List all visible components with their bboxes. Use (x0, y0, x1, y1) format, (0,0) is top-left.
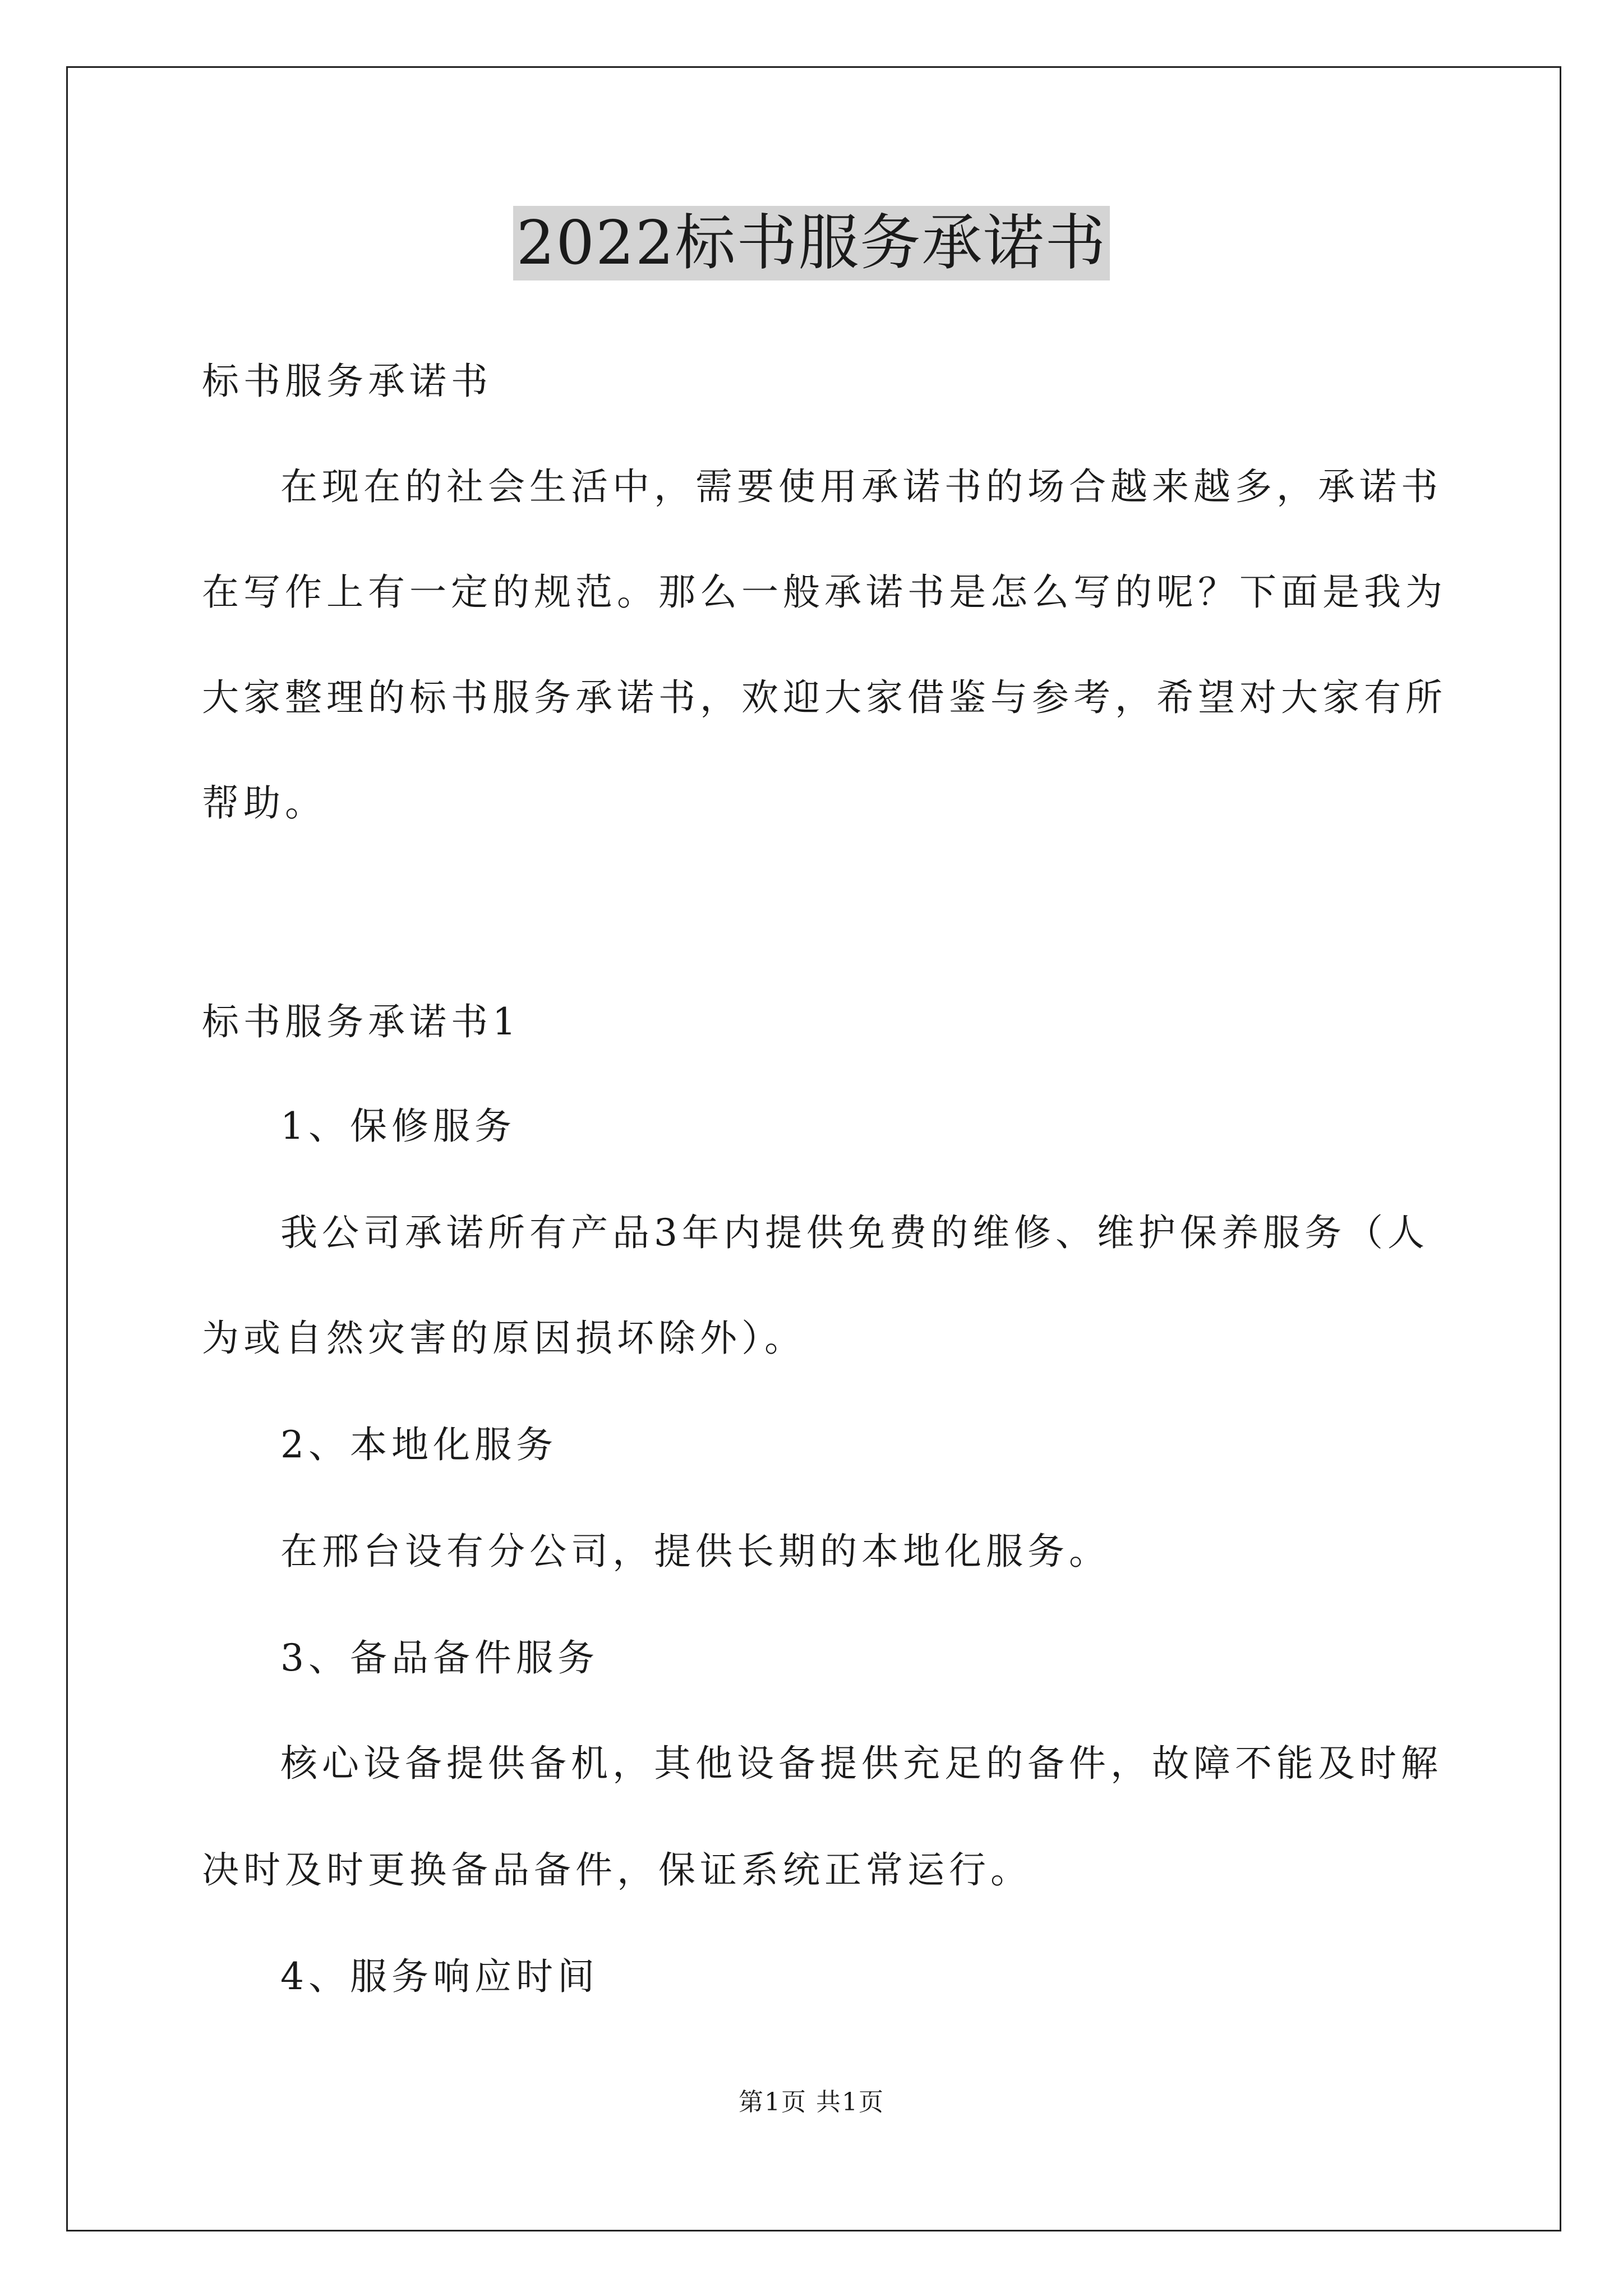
intro-paragraph-line: 在写作上有一定的规范。那么一般承诺书是怎么写的呢？下面是我为 (202, 570, 1447, 614)
item-paragraph-line: 在邢台设有分公司，提供长期的本地化服务。 (280, 1530, 1110, 1573)
item-heading-warranty: 1、保修服务 (280, 1105, 516, 1148)
item-paragraph-line: 核心设备提供备机，其他设备提供充足的备件，故障不能及时解 (280, 1742, 1442, 1785)
document-title (0, 208, 1623, 279)
item-heading-response-time: 4、服务响应时间 (280, 1955, 599, 1998)
item-paragraph-line: 为或自然灾害的原因损坏除外）。 (202, 1317, 806, 1360)
page-number-footer: 第1页 共1页 (739, 2088, 884, 2116)
intro-paragraph-line: 在现在的社会生活中，需要使用承诺书的场合越来越多，承诺书 (280, 465, 1442, 508)
item-heading-spare-parts: 3、备品备件服务 (280, 1636, 599, 1680)
document-subtitle: 标书服务承诺书 (202, 360, 492, 403)
document-title-text: 2022标书服务承诺书 (513, 206, 1110, 280)
intro-paragraph-line: 帮助。 (202, 781, 326, 825)
item-heading-local-service: 2、本地化服务 (280, 1423, 557, 1466)
item-paragraph-line: 决时及时更换备品备件，保证系统正常运行。 (202, 1848, 1032, 1892)
section-heading: 标书服务承诺书1 (202, 1000, 520, 1043)
intro-paragraph-line: 大家整理的标书服务承诺书，欢迎大家借鉴与参考，希望对大家有所 (202, 676, 1447, 719)
item-paragraph-line: 我公司承诺所有产品3年内提供免费的维修、维护保养服务（人 (280, 1211, 1429, 1254)
